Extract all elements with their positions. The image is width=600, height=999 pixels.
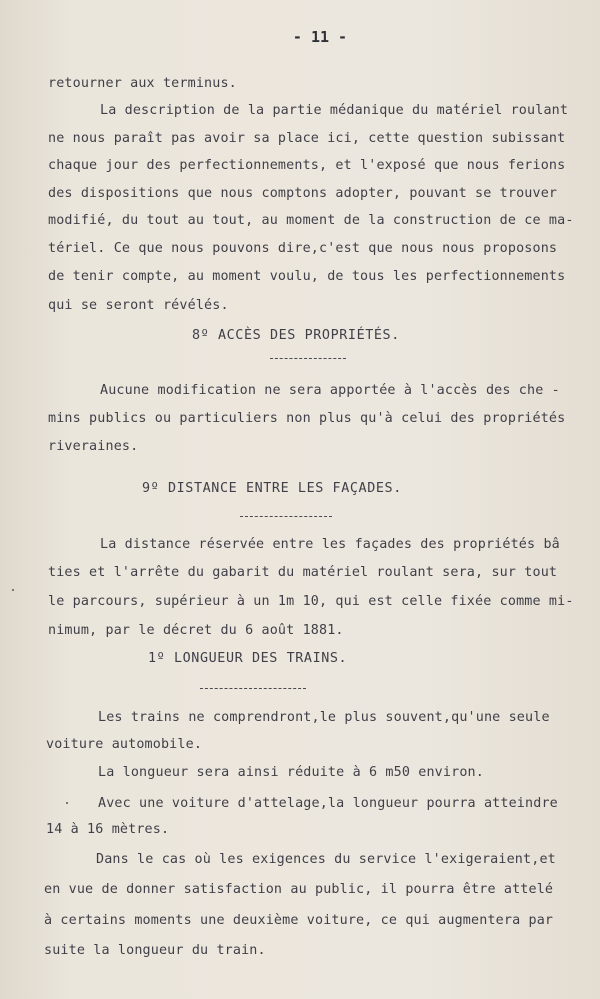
text-line: des dispositions que nous comptons adopter, pouvant se trouver — [48, 186, 558, 201]
text-line: La longueur sera ainsi réduite à 6 m50 environ. — [98, 765, 484, 780]
text-line: tériel. Ce que nous pouvons dire,c'est que nous nous proposons — [48, 241, 558, 256]
text-line: en vue de donner satisfaction au public, il pourra être attelé — [44, 882, 554, 897]
text-line: de tenir compte, au moment voulu, de tous les perfectionnements — [48, 269, 566, 284]
text-line: Aucune modification ne sera apportée à l'accès des che - — [100, 383, 560, 398]
section-heading-10: 1º LONGUEUR DES TRAINS. — [148, 651, 348, 666]
text-line: Avec une voiture d'attelage,la longueur pourra atteindre — [98, 796, 558, 811]
text-line: mins publics ou particuliers non plus qu'à celui des propriétés — [48, 411, 566, 426]
text-line: nimum, par le décret du 6 août 1881. — [48, 623, 344, 638]
heading-underline — [200, 688, 306, 689]
text-line: La description de la partie médanique du matériel roulant — [100, 103, 569, 118]
text-line: voiture automobile. — [46, 737, 203, 752]
text-line: chaque jour des perfectionnements, et l'exposé que nous ferions — [48, 158, 566, 173]
section-heading-8: 8º ACCÈS DES PROPRIÉTÉS. — [192, 328, 400, 343]
text-line: Dans le cas où les exigences du service l'exigeraient,et — [96, 852, 556, 867]
text-line: riveraines. — [48, 439, 139, 454]
text-line: le parcours, supérieur à un 1m 10, qui est celle fixée comme mi- — [48, 594, 574, 609]
paper-speck — [66, 802, 68, 804]
text-line: à certains moments une deuxième voiture, ce qui augmentera par — [44, 913, 554, 928]
page-number: - 11 - — [292, 28, 348, 46]
paper-speck — [12, 589, 14, 591]
heading-underline — [240, 516, 332, 517]
text-line: qui se seront révélés. — [48, 298, 229, 313]
text-line: ties et l'arrête du gabarit du matériel roulant sera, sur tout — [48, 565, 558, 580]
section-heading-9: 9º DISTANCE ENTRE LES FAÇADES. — [142, 481, 402, 496]
text-line: Les trains ne comprendront,le plus souvent,qu'une seule — [98, 710, 550, 725]
text-line: La distance réservée entre les façades des propriétés bâ — [100, 537, 560, 552]
text-line: suite la longueur du train. — [44, 943, 266, 958]
text-line: modifié, du tout au tout, au moment de la construction de ce ma- — [48, 213, 574, 228]
text-line: ne nous paraît pas avoir sa place ici, cette question subissant — [48, 131, 566, 146]
text-line: retourner aux terminus. — [48, 76, 237, 91]
heading-underline — [270, 358, 346, 359]
text-line: 14 à 16 mètres. — [46, 822, 170, 837]
